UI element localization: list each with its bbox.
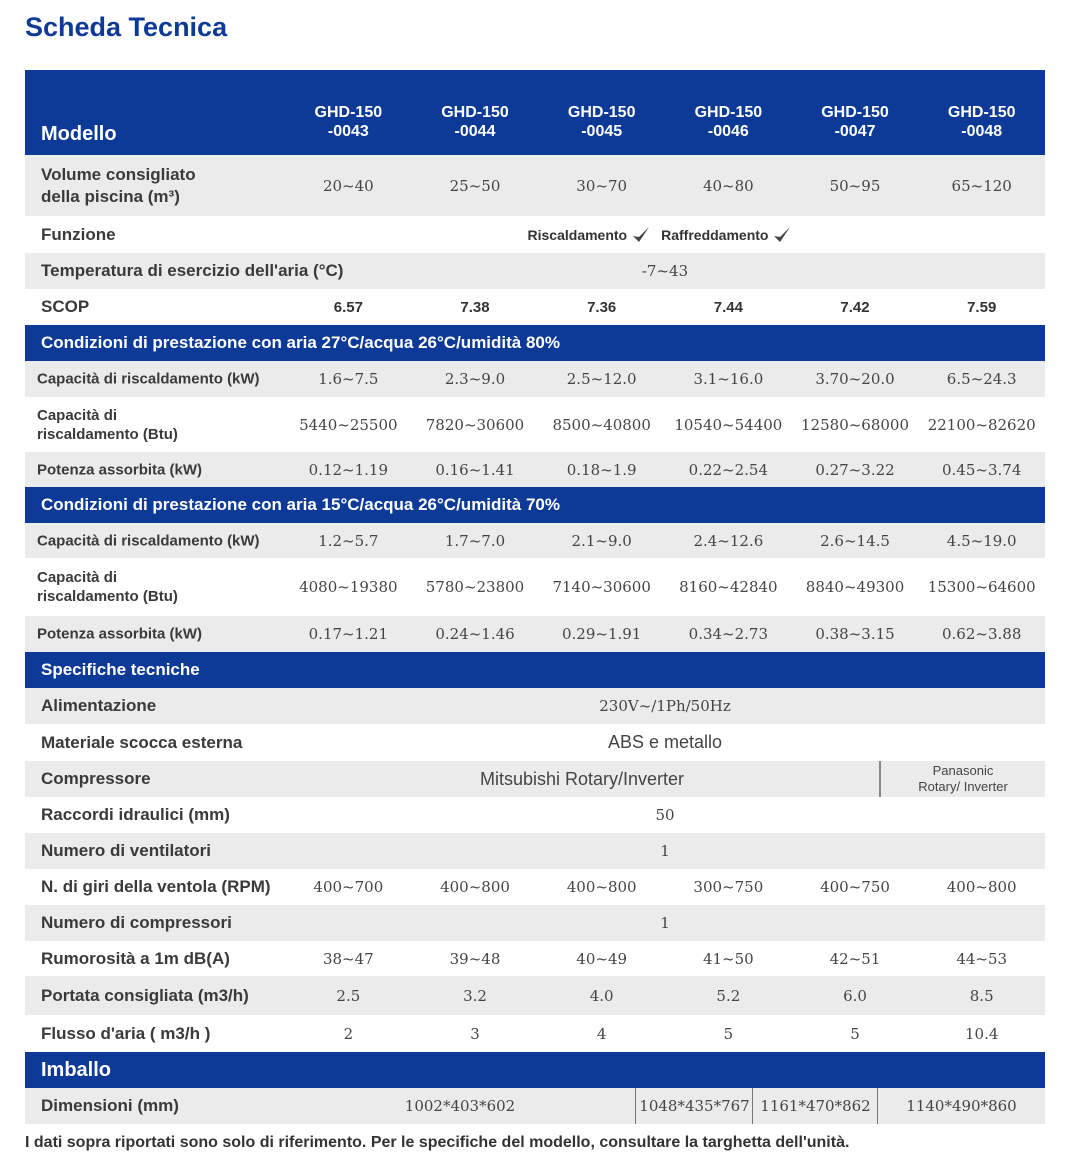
table-cell: 5440~25500 bbox=[299, 415, 398, 434]
model-col-1: GHD-150 -0043 bbox=[314, 103, 383, 140]
row-label: Potenza assorbita (kW) bbox=[37, 625, 203, 643]
row-portata bbox=[25, 976, 1045, 1015]
table-cell: 8500~40800 bbox=[552, 415, 651, 434]
row-label: Compressore bbox=[41, 769, 151, 788]
table-cell: 400~750 bbox=[820, 878, 890, 896]
table-cell: 400~800 bbox=[946, 878, 1017, 896]
check-icon bbox=[631, 225, 651, 245]
row-rumorosita bbox=[25, 941, 1045, 976]
table-cell: 4 bbox=[596, 1024, 607, 1043]
model-header-label: Modello bbox=[41, 123, 117, 145]
table-cell: 2.6~14.5 bbox=[820, 531, 890, 550]
row-cond1-cap-kw bbox=[25, 361, 1045, 397]
table-cell: 0.62~3.88 bbox=[942, 625, 1022, 643]
table-cell: 8840~49300 bbox=[805, 578, 905, 596]
row-label: N. di giri della ventola (RPM) bbox=[41, 877, 271, 896]
row-label: Portata consigliata (m3/h) bbox=[41, 985, 249, 1005]
cooling-label: Raffreddamento bbox=[661, 226, 769, 243]
model-col-3: GHD-150 -0045 bbox=[567, 103, 636, 140]
row-label: Raccordi idraulici (mm) bbox=[41, 805, 230, 824]
dimensioni-value: 1140*490*860 bbox=[877, 1088, 1045, 1124]
row-flusso bbox=[25, 1015, 1045, 1052]
table-cell: 4.5~19.0 bbox=[946, 531, 1017, 550]
table-cell: 39~48 bbox=[449, 949, 501, 968]
row-label: SCOP bbox=[41, 297, 90, 316]
compressori-value: 1 bbox=[660, 914, 670, 932]
row-compressore bbox=[25, 761, 1045, 797]
table-cell: 1.7~7.0 bbox=[444, 531, 506, 550]
table-cell: 0.17~1.21 bbox=[308, 625, 389, 643]
table-cell: 400~700 bbox=[313, 878, 384, 896]
page-title: Scheda Tecnica bbox=[25, 12, 228, 42]
table-cell: 12580~68000 bbox=[801, 415, 910, 434]
row-temperatura bbox=[25, 253, 1045, 289]
table-cell: 400~800 bbox=[566, 878, 637, 896]
table-cell: 0.12~1.19 bbox=[308, 460, 389, 479]
table-cell: 7.42 bbox=[840, 298, 870, 316]
model-col-4: GHD-150 -0046 bbox=[694, 103, 763, 140]
alimentazione-value: 230V~/1Ph/50Hz bbox=[599, 697, 731, 715]
table-cell: 65~120 bbox=[951, 176, 1012, 195]
table-cell: 0.18~1.9 bbox=[566, 460, 637, 479]
model-col-5: GHD-150 -0047 bbox=[821, 103, 889, 140]
row-label: Numero di compressori bbox=[41, 913, 232, 932]
table-cell: 42~51 bbox=[829, 949, 881, 968]
row-dimensioni bbox=[25, 1088, 1045, 1124]
ventilatori-value: 1 bbox=[660, 842, 670, 860]
section-title: Imballo bbox=[41, 1059, 112, 1081]
row-label: Capacità di riscaldamento (Btu) bbox=[37, 569, 178, 605]
table-cell: 400~800 bbox=[440, 878, 510, 896]
row-label: Dimensioni (mm) bbox=[41, 1096, 179, 1115]
dimensioni-value: 1048*435*767 bbox=[635, 1088, 753, 1124]
funzione-values bbox=[285, 216, 1045, 253]
table-cell: 3.2 bbox=[463, 986, 487, 1005]
row-label: Alimentazione bbox=[41, 696, 157, 715]
table-cell: 8160~42840 bbox=[679, 578, 778, 596]
table-cell: 7140~30600 bbox=[552, 578, 651, 596]
table-cell: 40~49 bbox=[576, 949, 628, 968]
table-cell: 0.16~1.41 bbox=[435, 460, 515, 479]
table-cell: 44~53 bbox=[956, 949, 1008, 968]
table-cell: 6.0 bbox=[843, 986, 867, 1005]
table-cell: 4080~19380 bbox=[299, 578, 398, 596]
dimensioni-value: 1002*403*602 bbox=[404, 1097, 516, 1115]
table-cell: 0.27~3.22 bbox=[815, 460, 895, 479]
row-label: Numero di ventilatori bbox=[41, 841, 212, 860]
row-label: Temperatura di esercizio dell'aria (°C) bbox=[41, 261, 344, 280]
row-label: Capacità di riscaldamento (kW) bbox=[37, 370, 260, 388]
section-title: Condizioni di prestazione con aria 27°C/acqua 26°C/umidità 80% bbox=[41, 333, 560, 352]
table-cell: 300~750 bbox=[693, 878, 764, 896]
table-cell: 10540~54400 bbox=[674, 415, 783, 434]
table-cell: 5 bbox=[723, 1024, 734, 1043]
table-cell: 5 bbox=[850, 1024, 860, 1043]
raccordi-value: 50 bbox=[655, 806, 675, 824]
table-cell: 2.4~12.6 bbox=[693, 531, 764, 550]
spec-table bbox=[25, 70, 1045, 1124]
table-cell: 22100~82620 bbox=[927, 415, 1036, 434]
table-cell: 0.34~2.73 bbox=[688, 625, 769, 643]
table-cell: 0.29~1.91 bbox=[561, 625, 642, 643]
table-cell: 3 bbox=[470, 1024, 480, 1043]
table-cell: 7.44 bbox=[713, 298, 743, 316]
row-alimentazione bbox=[25, 688, 1045, 724]
section-title: Specifiche tecniche bbox=[41, 660, 200, 679]
row-label: Capacità di riscaldamento (kW) bbox=[37, 532, 260, 549]
materiale-value: ABS e metallo bbox=[607, 732, 723, 752]
table-cell: 41~50 bbox=[702, 949, 754, 968]
table-cell: 6.5~24.3 bbox=[946, 370, 1017, 388]
footnote: I dati sopra riportati sono solo di riferimento. Per le specifiche del modello, consultare la targhetta dell'unità. bbox=[25, 1134, 850, 1151]
table-cell: 50~95 bbox=[829, 176, 881, 195]
model-col-6: GHD-150 -0048 bbox=[947, 103, 1016, 140]
row-label: Flusso d'aria ( m3/h ) bbox=[41, 1023, 211, 1043]
table-cell: 2.3~9.0 bbox=[444, 370, 506, 388]
row-compressori bbox=[25, 905, 1045, 941]
row-cond2-power bbox=[25, 616, 1045, 652]
row-cond1-cap-btu bbox=[25, 397, 1045, 452]
table-cell: 5780~23800 bbox=[425, 578, 525, 596]
section-imballo bbox=[25, 1052, 1045, 1088]
table-cell: 5.2 bbox=[716, 986, 741, 1005]
table-cell: 7820~30600 bbox=[425, 415, 525, 434]
row-label: Potenza assorbita (kW) bbox=[37, 461, 203, 478]
section-cond1 bbox=[25, 325, 1045, 361]
row-label: Rumorosità a 1m dB(A) bbox=[41, 948, 230, 968]
row-cond1-power bbox=[25, 452, 1045, 487]
row-ventilatori bbox=[25, 833, 1045, 869]
row-label: Funzione bbox=[41, 224, 116, 244]
table-cell: 1.6~7.5 bbox=[318, 370, 379, 388]
row-label: Capacità di riscaldamento (Btu) bbox=[37, 406, 178, 443]
temperatura-value: -7~43 bbox=[641, 262, 689, 280]
row-cond2-cap-kw bbox=[25, 523, 1045, 558]
row-scop bbox=[25, 289, 1045, 325]
check-icon bbox=[772, 225, 792, 245]
model-col-2: GHD-150 -0044 bbox=[441, 103, 509, 140]
row-volume bbox=[25, 155, 1045, 216]
row-label: Materiale scocca esterna bbox=[41, 732, 243, 752]
table-cell: 15300~64600 bbox=[927, 578, 1036, 596]
table-cell: 2.5 bbox=[336, 986, 361, 1005]
section-title: Condizioni di prestazione con aria 15°C/acqua 26°C/umidità 70% bbox=[41, 495, 560, 514]
table-cell: 8.5 bbox=[969, 986, 994, 1005]
row-raccordi bbox=[25, 797, 1045, 833]
row-label: Volume consigliato della piscina (m³) bbox=[41, 164, 196, 206]
row-giri bbox=[25, 869, 1045, 905]
row-funzione bbox=[25, 216, 1045, 253]
table-cell: 25~50 bbox=[449, 176, 501, 195]
row-materiale bbox=[25, 724, 1045, 761]
dimensioni-value: 1161*470*862 bbox=[752, 1088, 878, 1124]
table-cell: 0.24~1.46 bbox=[435, 625, 515, 643]
compressore-alt: Panasonic Rotary/ Inverter bbox=[918, 763, 1008, 794]
table-cell: 7.38 bbox=[460, 298, 490, 316]
table-cell: 1.2~5.7 bbox=[318, 531, 379, 550]
table-cell: 7.36 bbox=[587, 298, 617, 316]
table-cell: 2.1~9.0 bbox=[571, 531, 632, 550]
table-cell: 38~47 bbox=[322, 949, 374, 968]
table-cell: 2 bbox=[343, 1024, 354, 1043]
table-cell: 40~80 bbox=[702, 176, 754, 195]
table-cell: 2.5~12.0 bbox=[566, 370, 637, 388]
model-header-row bbox=[25, 70, 1045, 155]
table-cell: 0.45~3.74 bbox=[942, 460, 1022, 479]
table-cell: 0.38~3.15 bbox=[815, 625, 895, 643]
row-cond2-cap-btu bbox=[25, 558, 1045, 616]
section-specs bbox=[25, 652, 1045, 688]
table-cell: 3.70~20.0 bbox=[815, 370, 895, 388]
table-cell: 4.0 bbox=[589, 986, 614, 1005]
heating-label: Riscaldamento bbox=[527, 226, 628, 243]
table-cell: 20~40 bbox=[322, 176, 374, 195]
table-cell: 30~70 bbox=[576, 176, 628, 195]
table-cell: 6.57 bbox=[333, 298, 363, 316]
section-cond2 bbox=[25, 487, 1045, 523]
compressore-value: Mitsubishi Rotary/Inverter bbox=[285, 761, 881, 797]
table-cell: 0.22~2.54 bbox=[688, 460, 769, 479]
table-cell: 3.1~16.0 bbox=[693, 370, 764, 388]
table-cell: 10.4 bbox=[964, 1024, 999, 1043]
table-cell: 7.59 bbox=[967, 298, 997, 316]
